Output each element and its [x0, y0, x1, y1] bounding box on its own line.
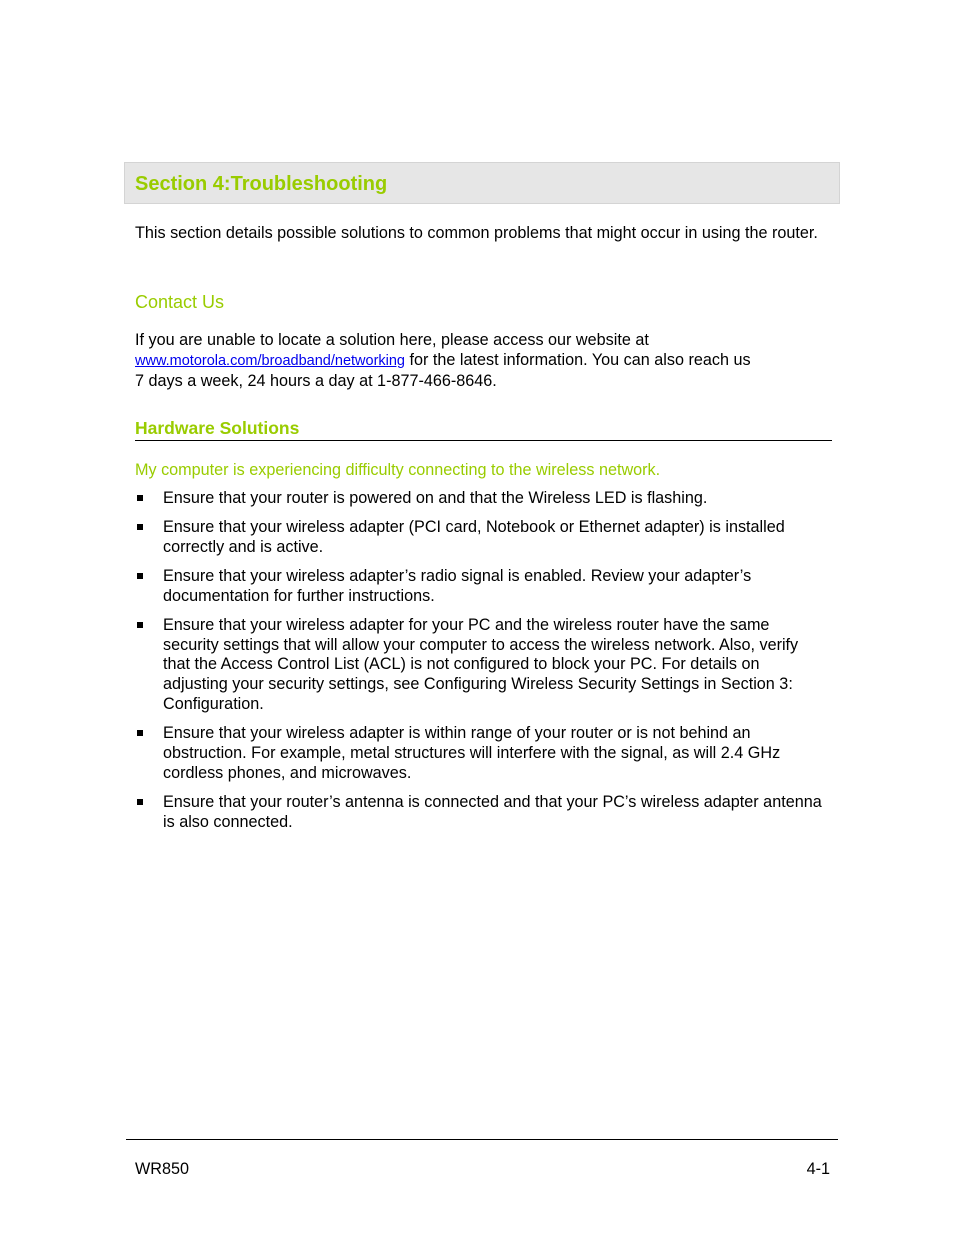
- support-website-link[interactable]: www.motorola.com/broadband/networking: [135, 353, 405, 369]
- list-item-text: Ensure that your wireless adapter is within range of your router or is not behind an obstruction. For example, metal structures will interfere with the signal, as will 2.4 GHz cordless phones, and microwaves.: [163, 724, 781, 782]
- list-item-text: Ensure that your wireless adapter (PCI card, Notebook or Ethernet adapter) is installed correctly and is active.: [163, 518, 785, 556]
- footer-model: WR850: [135, 1160, 189, 1178]
- square-bullet-icon: [137, 495, 143, 501]
- intro-paragraph: This section details possible solutions to common problems that might occur in using the router.: [135, 224, 818, 242]
- section-title: Section 4:Troubleshooting: [135, 173, 388, 195]
- list-item: [135, 793, 825, 833]
- contact-text-before: If you are unable to locate a solution here, please access our website at: [135, 331, 649, 349]
- square-bullet-icon: [137, 573, 143, 579]
- square-bullet-icon: [137, 799, 143, 805]
- hardware-solutions-heading: Hardware Solutions: [135, 417, 832, 441]
- square-bullet-icon: [137, 524, 143, 530]
- square-bullet-icon: [137, 730, 143, 736]
- list-item-text: Ensure that your wireless adapter’s radio signal is enabled. Review your adapter’s documentation for further instructions.: [163, 566, 752, 605]
- contact-hours-text: 7 days a week, 24 hours a day at 1-877-466-8646.: [135, 372, 497, 390]
- solution-list: [135, 489, 825, 842]
- contact-heading: Contact Us: [135, 292, 225, 312]
- square-bullet-icon: [137, 622, 143, 628]
- footer-divider: [126, 1139, 838, 1140]
- list-item: [135, 616, 825, 715]
- problem-statement: My computer is experiencing difficulty connecting to the wireless network.: [135, 461, 661, 479]
- list-item-text: Ensure that your wireless adapter for your PC and the wireless router have the same security settings that will allow your computer to access the wireless network. Also, verify that the Access Control List (ACL) is not configured to block your PC. For details on adjusting your security settings, see Configuring Wireless Security Settings in Section 3: Configuration.: [163, 615, 799, 714]
- list-item-text: Ensure that your router is powered on and that the Wireless LED is flashing.: [163, 489, 708, 507]
- section-banner: [124, 162, 840, 204]
- list-item: [135, 724, 825, 783]
- list-item: [135, 567, 825, 607]
- page-number: 4-1: [806, 1160, 830, 1178]
- list-item-text: Ensure that your router’s antenna is connected and that your PC’s wireless adapter antenna is also connected.: [163, 792, 822, 831]
- contact-text-after: for the latest information. You can also reach us: [405, 351, 751, 369]
- contact-paragraph: [135, 330, 825, 391]
- list-item: [135, 518, 825, 558]
- list-item: [135, 489, 825, 509]
